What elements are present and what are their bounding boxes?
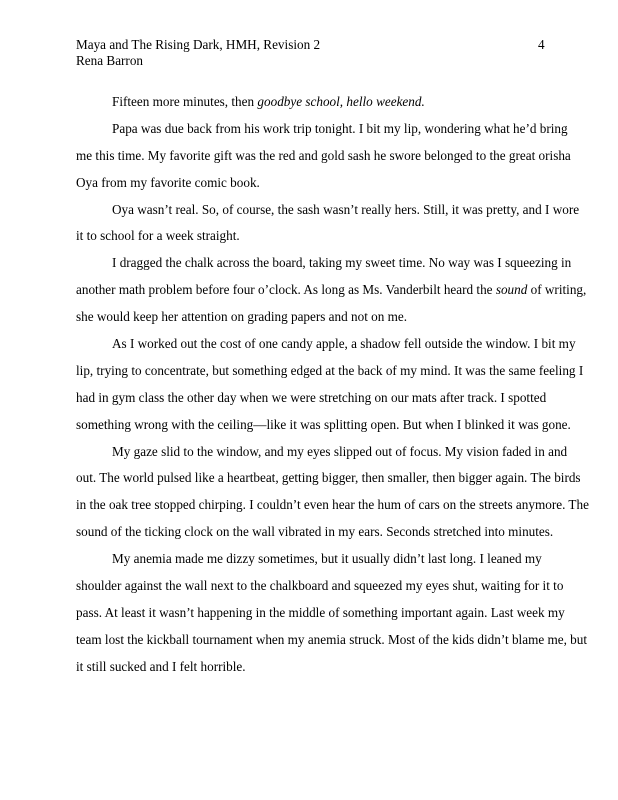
paragraph-6-line-3: in the oak tree stopped chirping. I couldn’t even hear the hum of cars on the streets anymore. The xyxy=(76,497,589,513)
paragraph-4-line-1: I dragged the chalk across the board, taking my sweet time. No way was I squeezing in xyxy=(112,255,572,271)
paragraph-5-line-4: something wrong with the ceiling—like it was splitting open. But when I blinked it was gone. xyxy=(76,416,571,432)
paragraph-1-line-1 xyxy=(76,89,556,116)
paragraph-4-line-2 xyxy=(76,277,587,304)
paragraph-6-line-4: sound of the ticking clock on the wall vibrated in my ears. Seconds stretched into minutes. xyxy=(76,524,554,540)
paragraph-4-text-a: another math problem before four o’clock. As long as Ms. Vanderbilt heard the xyxy=(76,282,496,298)
paragraph-3-line-1: Oya wasn’t real. So, of course, the sash wasn’t really hers. Still, it was pretty, and I wore xyxy=(112,201,580,217)
paragraph-5-line-3: had in gym class the other day when we were stretching on our mats after track. I spotted xyxy=(76,389,547,405)
paragraph-7-line-5: it still sucked and I felt horrible. xyxy=(76,658,246,674)
paragraph-7-line-4: team lost the kickball tournament when my anemia struck. Most of the kids didn’t blame me, but xyxy=(76,631,588,647)
paragraph-1-text: Fifteen more minutes, then xyxy=(112,94,258,109)
paragraph-2-line-2: me this time. My favorite gift was the red and gold sash he swore belonged to the great orisha xyxy=(76,147,571,163)
paragraph-1-emphasis: goodbye school, hello weekend. xyxy=(257,94,425,109)
paragraph-6-line-2: out. The world pulsed like a heartbeat, getting bigger, then smaller, then bigger again. The birds xyxy=(76,470,581,486)
paragraph-6-line-1: My gaze slid to the window, and my eyes slipped out of focus. My vision faded in and xyxy=(112,443,568,459)
manuscript-body xyxy=(76,89,589,681)
page-number: 4 xyxy=(538,37,545,52)
paragraph-5-line-2: lip, trying to concentrate, but something edged at the back of my mind. It was the same feeling I xyxy=(76,362,584,378)
paragraph-4-text-b: of writing, xyxy=(527,282,587,298)
header-author: Rena Barron xyxy=(76,53,144,68)
paragraph-7-line-1: My anemia made me dizzy sometimes, but it usually didn’t last long. I leaned my xyxy=(112,551,542,567)
paragraph-2-line-1: Papa was due back from his work trip tonight. I bit my lip, wondering what he’d bring xyxy=(112,120,568,136)
paragraph-4-emphasis: sound xyxy=(495,282,528,298)
header-title: Maya and The Rising Dark, HMH, Revision 2 xyxy=(76,37,321,52)
paragraph-4-line-3: she would keep her attention on grading papers and not on me. xyxy=(76,309,408,325)
paragraph-7-line-3: pass. At least it wasn’t happening in the middle of something important again. Last week my xyxy=(76,604,565,620)
paragraph-3-line-2: it to school for a week straight. xyxy=(76,228,240,244)
running-header xyxy=(76,37,320,69)
paragraph-7-line-2: shoulder against the wall next to the chalkboard and squeezed my eyes shut, waiting for it to xyxy=(76,578,564,594)
paragraph-5-line-1: As I worked out the cost of one candy apple, a shadow fell outside the window. I bit my xyxy=(112,336,576,352)
paragraph-2-line-3: Oya from my favorite comic book. xyxy=(76,174,260,190)
